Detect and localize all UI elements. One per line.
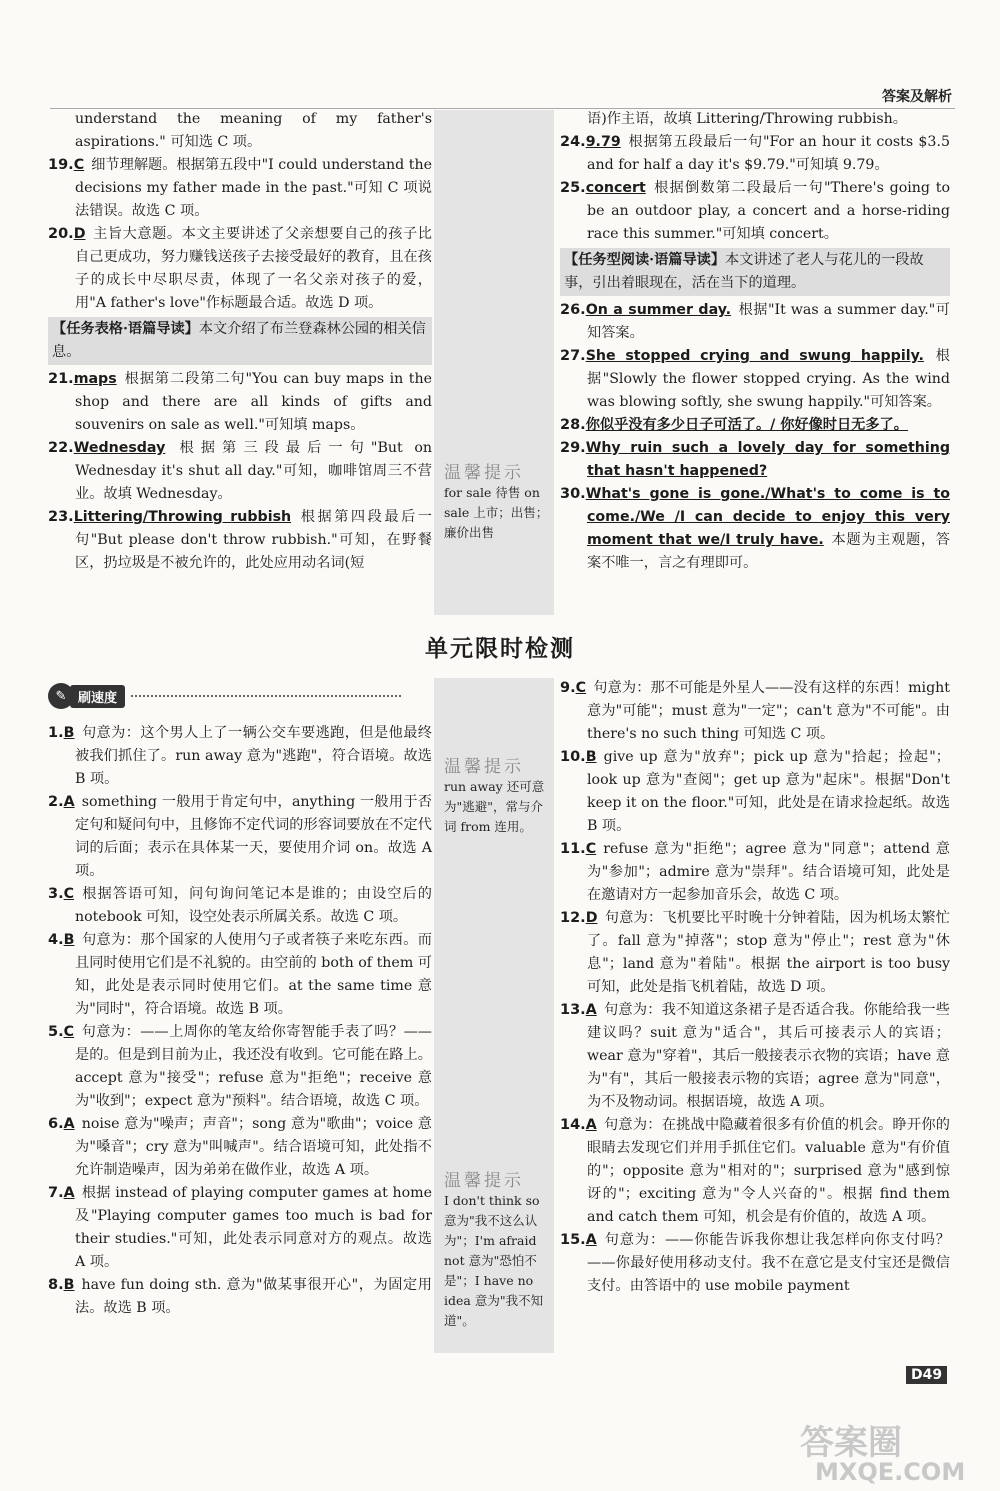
badge-label: 刷速度	[70, 685, 125, 708]
page-number: D49	[906, 1366, 947, 1384]
item-number: 12.	[560, 910, 586, 926]
bottom-left-column	[48, 722, 432, 1320]
item-explanation: 句意为：那不可能是外星人——没有这样的东西！might 意为"可能"；must 意为"一定"；can't 意为"不可能"。由 there's no such thing 可知选 C 项。	[587, 680, 950, 742]
answer-item	[48, 368, 432, 437]
answer-item	[48, 883, 432, 929]
item-number: 6.	[48, 1116, 64, 1132]
answer-item	[560, 345, 950, 414]
header-title: 答案及解析	[882, 89, 952, 105]
item-answer: 你似乎没有多少日子可活了。/ 你好像时日无多了。	[585, 417, 908, 433]
item-answer: B	[63, 1277, 75, 1293]
answer-item	[560, 414, 950, 437]
item-number: 5.	[48, 1024, 64, 1040]
answer-item	[560, 1114, 950, 1229]
item-explanation: 根据 instead of playing computer games at home 及"Playing computer games too much is bad for their studies."可知，此处表示同意对方的观点。故选 A 项。	[75, 1185, 432, 1270]
item-answer: Wednesday	[73, 440, 166, 456]
item-answer: A	[63, 1185, 75, 1201]
item-number: 9.	[560, 680, 576, 696]
item-explanation: 根据第三段最后一句"But on Wednesday it's shut all day."可知，咖啡馆周三不营业。故填 Wednesday。	[75, 440, 432, 502]
item-explanation: 句意为：飞机要比平时晚十分钟着陆，因为机场太繁忙了。fall 意为"掉落"；stop 意为"停止"；rest 意为"休息"；land 意为"着陆"。根据 the airport is too busy 可知，此处是指飞机着陆，故选 D 项。	[587, 910, 950, 995]
item-answer: A	[585, 1117, 597, 1133]
item-number: 27.	[560, 348, 586, 364]
answer-item	[48, 1021, 432, 1113]
item-explanation: 本题为主观题，答案不唯一，言之有理即可。	[587, 532, 950, 571]
item-number: 28.	[560, 417, 586, 433]
item-number: 19.	[48, 157, 74, 173]
item-explanation: 根据第二段第二句"You can buy maps in the shop and there are all kinds of gifts and souvenirs on sale as well."可知填 maps。	[75, 371, 432, 433]
item-answer: A	[585, 1232, 597, 1248]
item-explanation: something 一般用于肯定句中，anything 一般用于否定句和疑问句中，且修饰不定代词的形容词要放在不定代词的后面；表示在具体某一天，要使用介词 on。故选 A 项。	[75, 794, 432, 879]
item-number: 22.	[48, 440, 74, 456]
tip-title: 温馨提示	[444, 1171, 524, 1191]
tip-box-1	[444, 458, 552, 543]
item-answer: C	[63, 886, 75, 902]
answer-item	[560, 677, 950, 746]
item-number: 4.	[48, 932, 64, 948]
item-explanation: 根据倒数第二段最后一句"There's going to be an outdoor play, a concert and a horse-riding race this summer."可知填 concert。	[587, 180, 950, 242]
answer-item	[560, 1229, 950, 1298]
item-number: 3.	[48, 886, 64, 902]
item-answer: C	[73, 157, 85, 173]
item-answer: A	[63, 1116, 75, 1132]
answer-item	[48, 437, 432, 506]
item-number: 10.	[560, 749, 586, 765]
item-number: 25.	[560, 180, 586, 196]
item-explanation: 句意为：我不知道这条裙子是否适合我。你能给我一些建议吗？suit 意为"适合"，其后可接表示人的宾语；wear 意为"穿着"，其后一般接表示衣物的宾语；have 意为"有"，其后一般接表示物的宾语；agree 意为"同意"，为不及物动词。根据语境，故选 A 项。	[587, 1002, 950, 1110]
item-explanation: 语)作主语，故填 Littering/Throwing rubbish。	[587, 111, 907, 127]
item-answer: On a summer day.	[585, 302, 732, 318]
answer-item	[560, 131, 950, 177]
item-answer: Littering/Throwing rubbish	[73, 509, 292, 525]
answer-item	[560, 299, 950, 345]
item-answer: Why ruin such a lovely day for something that hasn't happened?	[585, 440, 950, 479]
top-right-column	[560, 108, 950, 575]
item-explanation: 根据第五段最后一句"For an hour it costs $3.5 and for half a day it's $9.79."可知填 9.79。	[587, 134, 950, 173]
item-explanation: noise 意为"噪声；声音"；song 意为"歌曲"；voice 意为"嗓音"；cry 意为"叫喊声"。结合语境可知，此处指不允许制造噪声，因为弟弟在做作业，故选 A 项。	[75, 1116, 432, 1178]
answer-item	[48, 1182, 432, 1274]
tip-title: 温馨提示	[444, 463, 524, 483]
top-left-column	[48, 108, 432, 575]
answer-item	[560, 999, 950, 1114]
answer-item	[48, 154, 432, 223]
answer-item	[48, 791, 432, 883]
item-answer: B	[63, 932, 75, 948]
item-number: 30.	[560, 486, 586, 502]
reading-box-left: 【任务表格·语篇导读】本文介绍了布兰登森林公园的相关信息。	[48, 317, 432, 365]
item-number: 26.	[560, 302, 586, 318]
answer-item	[560, 746, 950, 838]
item-number: 23.	[48, 509, 74, 525]
item-number: 7.	[48, 1185, 64, 1201]
item-answer: What's gone is gone./What's to come is to come./We /I can decide to enjoy this very moment that we/I truly have.	[585, 486, 950, 548]
answer-item	[48, 1274, 432, 1320]
tip-title: 温馨提示	[444, 757, 524, 777]
item-answer: B	[585, 749, 597, 765]
answer-item	[560, 838, 950, 907]
item-number: 21.	[48, 371, 74, 387]
item-answer: maps	[73, 371, 117, 387]
item-answer: D	[73, 226, 86, 242]
tip-body: for sale 待售 on sale 上市；出售；廉价出售	[444, 485, 549, 540]
answer-item	[560, 907, 950, 999]
item-number: 2.	[48, 794, 64, 810]
item-explanation: give up 意为"放弃"；pick up 意为"拾起；捡起"；look up 意为"查阅"；get up 意为"起床"。根据"Don't keep it on the floor."可知，此处是在请求捡起纸。故选 B 项。	[587, 749, 950, 834]
item-answer: 9.79	[585, 134, 621, 150]
dotted-divider	[131, 695, 401, 697]
item-explanation: 根据"Slowly the flower stopped crying. As the wind was blowing softly, she swung happily."可知答案。	[587, 348, 950, 410]
answer-item	[48, 506, 432, 575]
watermark-url: MXQE.COM	[815, 1458, 966, 1486]
speed-badge	[48, 683, 401, 709]
item-answer: She stopped crying and swung happily.	[585, 348, 924, 364]
tip-box-2	[444, 752, 552, 837]
answer-item	[560, 437, 950, 483]
tip-body: run away 还可意为"逃避"，常与介词 from 连用。	[444, 779, 545, 834]
item-number: 8.	[48, 1277, 64, 1293]
answer-item	[48, 223, 432, 315]
watermark-logo: 答案圈	[800, 1423, 902, 1463]
reading-box-right: 【任务型阅读·语篇导读】本文讲述了老人与花儿的一段故事，引出着眼现在，活在当下的道理。	[560, 248, 950, 296]
item-explanation: 根据答语可知，问句询问笔记本是谁的；由设空后的 notebook 可知，设空处表示所属关系。故选 C 项。	[75, 886, 432, 925]
item-number: 13.	[560, 1002, 586, 1018]
bottom-right-column	[560, 677, 950, 1298]
item-answer: concert	[585, 180, 646, 196]
pencil-icon: ✎	[48, 683, 74, 709]
item-answer: A	[63, 794, 75, 810]
item-number: 14.	[560, 1117, 586, 1133]
item-number: 15.	[560, 1232, 586, 1248]
item-answer: B	[63, 725, 75, 741]
item-explanation: 句意为：这个男人上了一辆公交车要逃跑，但是他最终被我们抓住了。run away 意为"逃跑"，符合语境。故选 B 项。	[75, 725, 432, 787]
item-explanation: 主旨大意题。本文主要讲述了父亲想要自己的孩子比自己更成功，努力赚钱送孩子去接受最好的教育，且在孩子的成长中尽职尽责，体现了一名父亲对孩子的爱，用"A father's love"作标题最合适。故选 D 项。	[75, 226, 432, 311]
answer-item	[560, 108, 950, 131]
answer-item	[48, 722, 432, 791]
answer-item	[48, 108, 432, 154]
item-number: 24.	[560, 134, 586, 150]
item-explanation: refuse 意为"拒绝"；agree 意为"同意"；attend 意为"参加"；admire 意为"崇拜"。结合语境可知，此处是在邀请对方一起参加音乐会，故选 C 项。	[587, 841, 950, 903]
item-explanation: have fun doing sth. 意为"做某事很开心"，为固定用法。故选 B 项。	[75, 1277, 432, 1316]
item-explanation: 句意为：在挑战中隐藏着很多有价值的机会。睁开你的眼睛去发现它们并用手抓住它们。valuable 意为"有价值的"；opposite 意为"相对的"；surprised 意为"感到惊讶的"；exciting 意为"令人兴奋的"。根据 find them and catch them 可知，机会是有价值的，故选 A 项。	[587, 1117, 950, 1225]
item-explanation: 句意为：那个国家的人使用勺子或者筷子来吃东西。而且同时使用它们是不礼貌的。由空前的 both of them 可知，此处是表示同时使用它们。at the same time 意为"同时"，符合语境。故选 B 项。	[75, 932, 432, 1017]
item-answer: C	[575, 680, 587, 696]
item-explanation: 句意为：——你能告诉我你想让我怎样向你支付吗？——你最好使用移动支付。我不在意它是支付宝还是微信支付。由答语中的 use mobile payment	[587, 1232, 950, 1294]
item-answer: C	[585, 841, 597, 857]
item-explanation: 句意为：——上周你的笔友给你寄智能手表了吗？——是的。但是到目前为止，我还没有收到。它可能在路上。accept 意为"接受"；refuse 意为"拒绝"；receive 意为"收到"；expect 意为"预料"。结合语境，故选 C 项。	[75, 1024, 432, 1109]
tip-body: I don't think so 意为"我不这么认为"；I'm afraid not 意为"恐怕不是"；I have no idea 意为"我不知道"。	[444, 1193, 544, 1328]
item-explanation: understand the meaning of my father's aspirations." 可知选 C 项。	[75, 111, 432, 150]
item-answer: D	[585, 910, 598, 926]
item-number: 11.	[560, 841, 586, 857]
item-number: 1.	[48, 725, 64, 741]
item-number: 20.	[48, 226, 74, 242]
item-explanation: 根据第四段最后一句"But please don't throw rubbish."可知，在野餐区，扔垃圾是不被允许的，此处应用动名词(短	[75, 509, 432, 571]
answer-item	[48, 929, 432, 1021]
answer-item	[48, 1113, 432, 1182]
answer-item	[560, 177, 950, 246]
item-explanation: 细节理解题。根据第五段中"I could understand the decisions my father made in the past."可知 C 项说法错误。故选 C 项。	[75, 157, 432, 219]
section-title: 单元限时检测	[425, 636, 575, 662]
item-number: 29.	[560, 440, 586, 456]
item-answer: A	[585, 1002, 597, 1018]
answer-item	[560, 483, 950, 575]
tip-box-3	[444, 1166, 552, 1331]
item-answer: C	[63, 1024, 75, 1040]
item-explanation: 根据"It was a summer day."可知答案。	[587, 302, 950, 341]
